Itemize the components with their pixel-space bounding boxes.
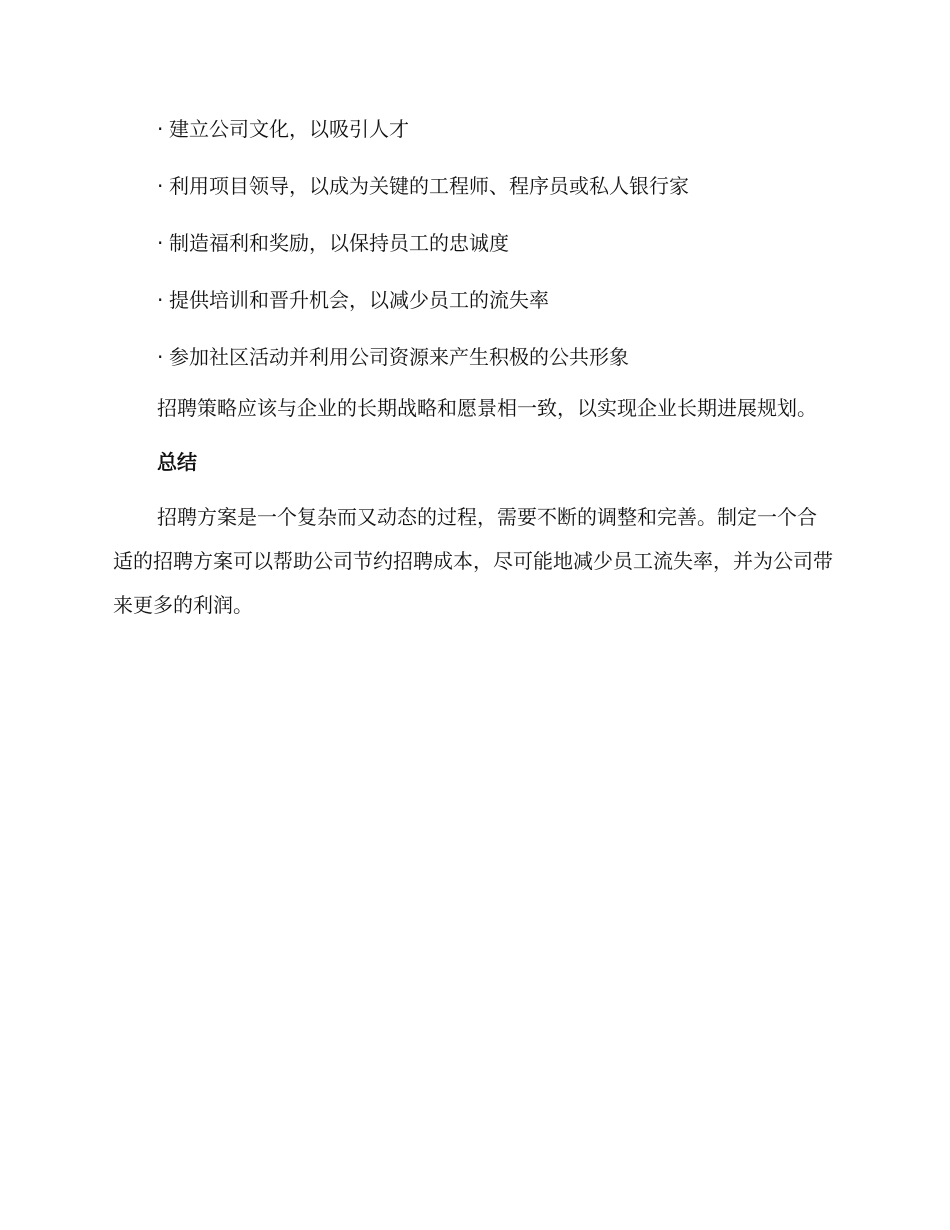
bullet-item [113,283,835,317]
document-body [113,112,835,627]
bullet-marker: · [157,288,164,312]
bullet-item [113,340,835,374]
bullet-marker: · [157,117,164,141]
strategy-alignment-paragraph: 招聘策略应该与企业的长期战略和愿景相一致，以实现企业长期进展规划。 [157,396,817,420]
bullet-item [113,226,835,260]
summary-paragraph: 招聘方案是一个复杂而又动态的过程，需要不断的调整和完善。制定一个合适的招聘方案可以帮助公司节约招聘成本，尽可能地减少员工流失率，并为公司带来更多的利润。 [113,505,833,617]
bullet-text: 制造福利和奖励，以保持员工的忠诚度 [169,231,509,255]
bullet-marker: · [157,345,164,369]
strategy-bullet-list [113,112,835,374]
bullet-text: 建立公司文化，以吸引人才 [169,117,409,141]
bullet-text: 利用项目领导，以成为关键的工程师、程序员或私人银行家 [169,174,689,198]
bullet-item [113,169,835,203]
bullet-marker: · [157,174,164,198]
bullet-text: 参加社区活动并利用公司资源来产生积极的公共形象 [169,345,629,369]
summary-heading: 总结 [157,450,197,474]
bullet-text: 提供培训和晋升机会，以减少员工的流失率 [169,288,549,312]
bullet-item [113,112,835,146]
bullet-marker: · [157,231,164,255]
